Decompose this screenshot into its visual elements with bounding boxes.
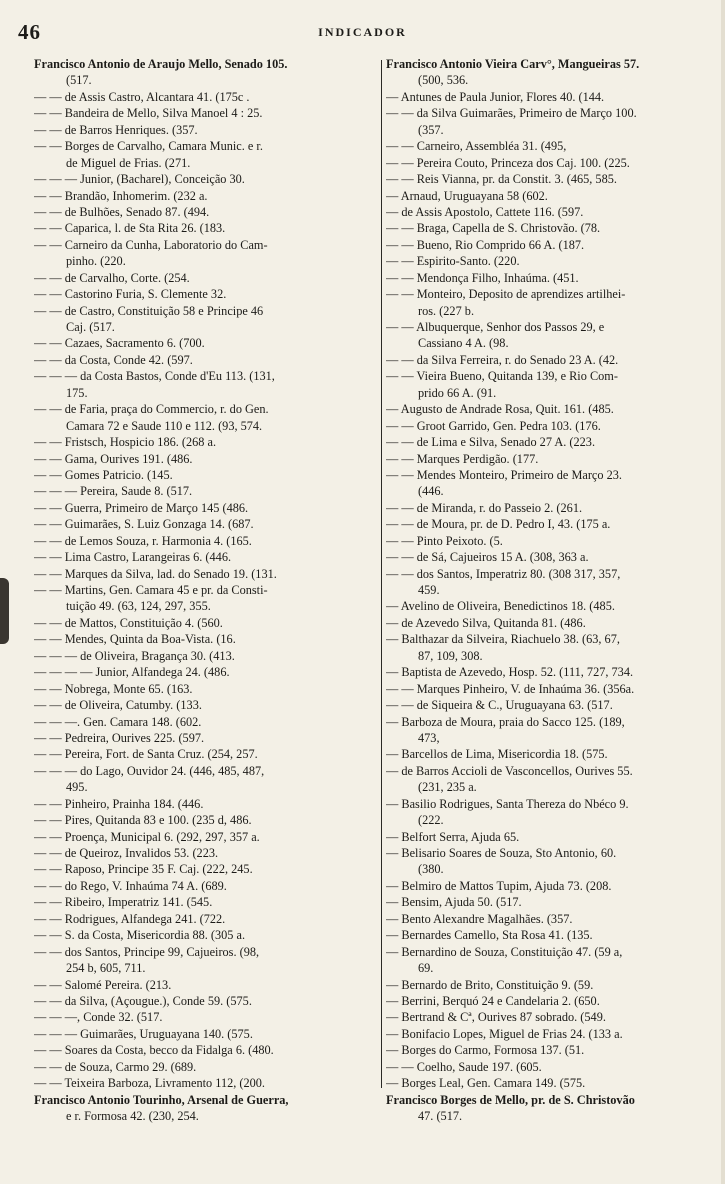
directory-entry: — Bernardo de Brito, Constituição 9. (59. [386,977,594,992]
directory-entry: — — Mendes, Quinta da Boa-Vista. (16. [34,632,236,647]
entry-continuation: pinho. (220. [66,254,126,269]
directory-entry: — — Marques Pinheiro, V. de Inhaúma 36. (356a. [386,681,635,696]
directory-entry: — — Pinto Peixoto. (5. [386,533,503,548]
directory-entry: — — de Oliveira, Catumby. (133. [34,698,202,713]
entry-continuation: 47. (517. [418,1109,463,1123]
directory-entry: — — — — Junior, Alfandega 24. (486. [34,665,230,680]
directory-entry: — Arnaud, Uruguayana 58 (602. [386,188,548,203]
entry-continuation: ros. (227 b. [418,303,475,318]
directory-entry: — — Lima Castro, Larangeiras 6. (446. [34,550,232,565]
directory-entry: — — Gomes Patricio. (145. [34,467,173,482]
directory-entry: — Bernardes Camello, Sta Rosa 41. (135. [386,928,593,943]
entry-continuation: (500, 536. [418,73,469,88]
directory-entry: — Bertrand & Cª, Ourives 87 sobrado. (549. [386,1010,606,1025]
directory-entry: — — S. da Costa, Misericordia 88. (305 a. [34,928,246,943]
directory-entry: — — Raposo, Principe 35 F. Caj. (222, 245. [34,862,253,877]
directory-entry: — de Azevedo Silva, Quitanda 81. (486. [386,615,586,630]
directory-entry: — Balthazar da Silveira, Riachuelo 38. (63, 67, [386,632,620,647]
directory-entry: — Borges Leal, Gen. Camara 149. (575. [386,1076,586,1091]
directory-entry: — — Albuquerque, Senhor dos Passos 29, e [386,320,605,334]
directory-entry: — — Monteiro, Deposito de aprendizes artilhei- [386,287,626,302]
directory-entry: — — Brandão, Inhomerim. (232 a. [34,188,208,203]
directory-entry: — — — da Costa Bastos, Conde d'Eu 113. (131, [34,369,275,384]
directory-entry: — — Vieira Bueno, Quitanda 139, e Rio Com- [386,369,618,384]
directory-entry: — — Cazaes, Sacramento 6. (700. [34,336,205,351]
directory-entry: — — Coelho, Saude 197. (605. [386,1059,542,1074]
directory-entry: — — Marques da Silva, lad. do Senado 19. (131. [34,566,277,581]
directory-entry: — — Bandeira de Mello, Silva Manoel 4 : 25. [34,106,263,121]
directory-entry: — Augusto de Andrade Rosa, Quit. 161. (485. [386,402,614,417]
directory-entry: — Barcellos de Lima, Misericordia 18. (575. [386,747,608,762]
directory-entry: — — de Carvalho, Corte. (254. [34,270,190,285]
directory-entry: — — da Silva Ferreira, r. do Senado 23 A. (42. [386,352,619,367]
entry-continuation: 495. [66,780,88,795]
directory-entry: — — Pinheiro, Prainha 184. (446. [34,796,204,811]
directory-entry: — — de Moura, pr. de D. Pedro I, 43. (175 a. [386,517,611,532]
entry-continuation: (380. [418,862,444,877]
directory-entry: — — Proença, Municipal 6. (292, 297, 357 a. [34,829,260,844]
directory-entry: — de Barros Accioli de Vasconcellos, Ourives 55. [386,763,633,778]
directory-entry: — — Caparica, l. de Sta Rita 26. (183. [34,221,226,236]
entry-heading: Francisco Antonio Vieira Carv°, Mangueiras 57. [386,57,640,71]
entry-heading: Francisco Borges de Mello, pr. de S. Christovão [386,1092,635,1107]
directory-entry: — Belmiro de Mattos Tupim, Ajuda 73. (208. [386,878,612,893]
directory-entry: — — — de Oliveira, Bragança 30. (413. [34,648,235,663]
directory-entry: — — Braga, Capella de S. Christovão. (78. [386,221,601,236]
directory-entry: — — Salomé Pereira. (213. [34,977,172,992]
entry-continuation: 473, [418,730,440,745]
directory-entry: — Borges do Carmo, Formosa 137. (51. [386,1043,585,1058]
entry-continuation: 254 b, 605, 711. [66,961,146,976]
directory-entry: — — de Souza, Carmo 29. (689. [34,1059,197,1074]
directory-entry: — — Castorino Furia, S. Clemente 32. [34,287,227,302]
directory-entry: — — dos Santos, Imperatriz 80. (308 317, 357, [386,566,621,581]
directory-entry: — — Mendonça Filho, Inhaúma. (451. [386,270,579,285]
directory-entry: — — Reis Vianna, pr. da Constit. 3. (465, 585. [386,172,617,187]
directory-entry: — — Carneiro da Cunha, Laboratorio do Cam- [34,237,268,252]
directory-entry: — — Teixeira Barboza, Livramento 112, (200. [34,1076,266,1091]
directory-entry: — — de Faria, praça do Commercio, r. do Gen. [34,402,269,417]
directory-entry: — — da Silva, (Açougue.), Conde 59. (575. [34,993,252,1008]
directory-entry: — — Bueno, Rio Comprido 66 A. (187. [386,237,585,252]
directory-entry: — — Pereira Couto, Princeza dos Caj. 100. (225. [386,155,630,170]
entry-continuation: de Miguel de Frias. (271. [66,155,191,170]
directory-entry: — — Espirito-Santo. (220. [386,254,520,269]
directory-entry: — — — Junior, (Bacharel), Conceição 30. [34,172,245,187]
entry-continuation: Cassiano 4 A. (98. [418,336,509,351]
directory-entry: — — —. Gen. Camara 148. (602. [34,714,202,729]
directory-entry: — — Soares da Costa, becco da Fidalga 6. (480. [34,1043,274,1058]
entry-continuation: (222. [418,813,444,828]
entry-continuation: prido 66 A. (91. [418,385,497,400]
directory-entry: — — Ribeiro, Imperatriz 141. (545. [34,895,213,910]
directory-entry: — — de Lemos Souza, r. Harmonia 4. (165. [34,533,252,548]
left-column [34,56,378,1124]
directory-entry: — — de Bulhões, Senado 87. (494. [34,204,210,219]
directory-entry: — — da Silva Guimarães, Primeiro de Março 100. [386,106,637,121]
directory-entry: — Antunes de Paula Junior, Flores 40. (144. [386,89,605,104]
directory-entry: — Berrini, Berquó 24 e Candelaria 2. (650. [386,993,600,1008]
entry-continuation: 175. [66,385,88,400]
entry-continuation: 459. [418,583,440,597]
directory-entry: — — da Costa, Conde 42. (597. [34,352,193,367]
right-column [386,56,716,1124]
directory-entry: — Basilio Rodrigues, Santa Thereza do Nbéco 9. [386,796,629,811]
directory-columns [0,56,725,1168]
directory-entry: — — Marques Perdigão. (177. [386,451,539,466]
directory-entry: — de Assis Apostolo, Cattete 116. (597. [386,204,584,219]
directory-entry: — — Pedreira, Ourives 225. (597. [34,730,205,745]
directory-entry: — — Groot Garrido, Gen. Pedra 103. (176. [386,418,601,433]
directory-entry: — Bernardino de Souza, Constituição 47. (59 a, [386,944,623,959]
directory-entry: — — Nobrega, Monte 65. (163. [34,681,193,696]
directory-entry: — — Pires, Quitanda 83 e 100. (235 d, 486. [34,813,252,828]
directory-entry: — — Carneiro, Assembléa 31. (495, [386,139,567,154]
directory-entry: — — de Lima e Silva, Senado 27 A. (223. [386,435,596,450]
directory-entry: — — Guimarães, S. Luiz Gonzaga 14. (687. [34,517,254,532]
entry-heading: Francisco Antonio de Araujo Mello, Senado 105. [34,57,288,71]
directory-entry: — — de Sá, Cajueiros 15 A. (308, 363 a. [386,550,589,565]
directory-entry: — — de Barros Henriques. (357. [34,122,198,137]
entry-heading: Francisco Antonio Tourinho, Arsenal de Guerra, [34,1092,289,1107]
entry-continuation: (446. [418,484,444,499]
directory-entry: — Barboza de Moura, praia do Sacco 125. (189, [386,714,625,729]
directory-entry: — Baptista de Azevedo, Hosp. 52. (111, 727, 734. [386,665,634,680]
running-title: INDICADOR [318,25,407,39]
directory-entry: — Bento Alexandre Magalhães. (357. [386,911,573,926]
entry-continuation: Camara 72 e Saude 110 e 112. (93, 574. [66,418,263,433]
directory-entry: — — de Castro, Constituição 58 e Principe 46 [34,303,264,318]
directory-entry: — — Pereira, Fort. de Santa Cruz. (254, 257. [34,747,258,762]
directory-entry: — Belfort Serra, Ajuda 65. [386,829,520,844]
directory-entry: — Avelino de Oliveira, Benedictinos 18. (485. [386,599,615,614]
entry-continuation: tuição 49. (63, 124, 297, 355. [66,599,211,614]
directory-entry: — — de Mattos, Constituição 4. (560. [34,615,223,630]
directory-entry: — — — do Lago, Ouvidor 24. (446, 485, 487, [34,763,265,778]
directory-entry: — — de Queiroz, Invalidos 53. (223. [34,846,219,860]
directory-entry: — — Martins, Gen. Camara 45 e pr. da Consti- [34,583,268,597]
directory-entry: — Belisario Soares de Souza, Sto Antonio, 60. [386,846,617,860]
scan-edge [721,0,725,1184]
page-header [0,0,725,52]
directory-entry: — — Mendes Monteiro, Primeiro de Março 23. [386,467,622,482]
directory-entry: — — de Miranda, r. do Passeio 2. (261. [386,500,583,515]
entry-continuation: Caj. (517. [66,320,115,334]
entry-continuation: (517. [66,73,92,88]
page-number: 46 [18,20,41,44]
margin-ink-blot [0,578,9,644]
entry-continuation: 87, 109, 308. [418,648,483,663]
directory-entry: — Bonifacio Lopes, Miguel de Frias 24. (133 a. [386,1026,623,1041]
directory-entry: — — Rodrigues, Alfandega 241. (722. [34,911,226,926]
directory-entry: — — —, Conde 32. (517. [34,1010,163,1025]
directory-entry: — — Guerra, Primeiro de Março 145 (486. [34,500,249,515]
entry-continuation: (231, 235 a. [418,780,477,795]
directory-entry: — Bensim, Ajuda 50. (517. [386,895,522,910]
directory-entry: — — Gama, Ourives 191. (486. [34,451,193,466]
entry-continuation: (357. [418,122,444,137]
directory-entry: — — Fristsch, Hospicio 186. (268 a. [34,435,217,450]
directory-entry: — — de Assis Castro, Alcantara 41. (175c . [34,89,250,104]
directory-entry: — — do Rego, V. Inhaúma 74 A. (689. [34,878,227,893]
entry-continuation: 69. [418,961,434,976]
column-divider [381,60,382,1088]
directory-entry: — — — Guimarães, Uruguayana 140. (575. [34,1026,253,1041]
directory-entry: — — Borges de Carvalho, Camara Munic. e r. [34,139,263,154]
entry-continuation: e r. Formosa 42. (230, 254. [66,1109,199,1123]
directory-entry: — — dos Santos, Principe 99, Cajueiros. (98, [34,944,260,959]
directory-entry: — — de Siqueira & C., Uruguayana 63. (517. [386,698,613,713]
directory-entry: — — — Pereira, Saude 8. (517. [34,484,193,499]
